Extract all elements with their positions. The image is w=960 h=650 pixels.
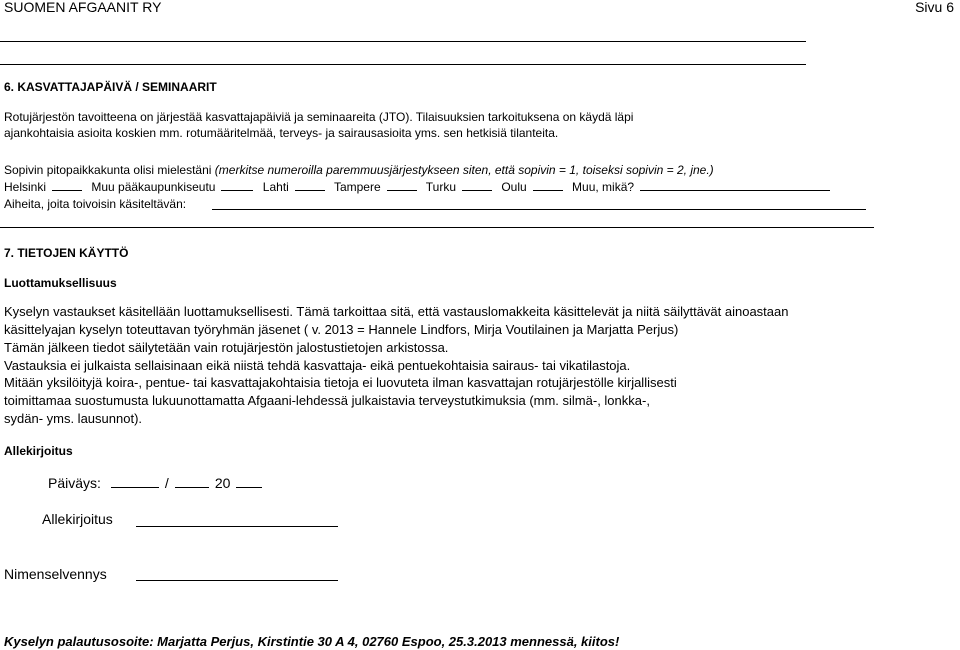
name-clarification-field[interactable] — [136, 580, 338, 581]
location-capital-region-field[interactable] — [221, 189, 253, 191]
divider-rule — [0, 227, 874, 228]
confidentiality-text: Kyselyn vastaukset käsitellään luottamuksellisesti. Tämä tarkoittaa sitä, että vastauslomakkeita käsittelevät ja niitä säilyttävät ainoastaan — [4, 304, 789, 319]
location-turku-field[interactable] — [462, 189, 492, 191]
section-6-text: Rotujärjestön tavoitteena on järjestää kasvattajapäiviä ja seminaareita (JTO). Tilaisuuksien tarkoituksena on käydä läpi — [4, 110, 634, 124]
location-lahti-field[interactable] — [295, 189, 325, 191]
date-row: Päiväys: / 20 — [48, 475, 268, 491]
location-lahti-label: Lahti — [262, 180, 289, 194]
location-oulu-field[interactable] — [533, 189, 563, 191]
location-other-field[interactable] — [640, 189, 830, 191]
location-oulu-label: Oulu — [501, 180, 527, 194]
return-address: Kyselyn palautusosoite: Marjatta Perjus, Kirstintie 30 A 4, 02760 Espoo, 25.3.2013 mennessä, kiitos! — [4, 634, 620, 649]
section-6-text: ajankohtaisia asioita koskien mm. rotumääritelmää, terveys- ja sairausasioita yms. sen hetkisiä tilanteita. — [4, 126, 559, 140]
signature-label: Allekirjoitus — [42, 511, 113, 527]
location-helsinki-field[interactable] — [52, 189, 82, 191]
header-title: SUOMEN AFGAANIT RY — [4, 0, 162, 15]
confidentiality-text: toimittamaa suostumusta lukuunottamatta Afgaani-lehdessä julkaistavia terveystutkimuksia (mm. silmä-, lonkka-, — [4, 393, 650, 408]
divider-rule — [0, 64, 806, 65]
location-turku-label: Turku — [425, 180, 456, 194]
section-7-subtitle: Luottamuksellisuus — [4, 276, 117, 290]
topics-label: Aiheita, joita toivoisin käsiteltävän: — [4, 197, 187, 211]
location-options — [4, 180, 836, 194]
confidentiality-text: Tämän jälkeen tiedot säilytetään vain rotujärjestön jalostustietojen arkistossa. — [4, 340, 449, 355]
confidentiality-text: sydän- yms. lausunnot). — [4, 411, 143, 426]
page-number: Sivu 6 — [915, 0, 954, 15]
section-6-title: 6. KASVATTAJAPÄIVÄ / SEMINAARIT — [4, 80, 217, 94]
location-tampere-field[interactable] — [387, 189, 417, 191]
name-clarification-label: Nimenselvennys — [4, 566, 107, 582]
section-7-title: 7. TIETOJEN KÄYTTÖ — [4, 246, 129, 260]
topics-field[interactable] — [212, 209, 866, 210]
divider-rule — [0, 41, 806, 42]
date-day-month-field[interactable] — [111, 486, 159, 488]
location-tampere-label: Tampere — [333, 180, 381, 194]
signature-title: Allekirjoitus — [4, 444, 73, 458]
confidentiality-text: Mitään yksilöityjä koira-, pentue- tai kasvattajakohtaisia tietoja ei luovuteta ilman kasvattajan rotujärjestölle kirjallisesti — [4, 375, 677, 390]
date-label: Päiväys: — [48, 475, 101, 491]
confidentiality-text: käsittelyajan kyselyn toteuttavan työryhmän jäsenet ( v. 2013 = Hannele Lindfors, Mirja Voutilainen ja Marjatta Perjus) — [4, 322, 679, 337]
location-question: Sopivin pitopaikkakunta olisi mielestäni (merkitse numeroilla paremmuusjärjestykseen siten, että sopivin = 1, toiseksi sopivin = 2, jne.) — [4, 163, 714, 177]
location-other-label: Muu, mikä? — [572, 180, 635, 194]
date-year-field[interactable] — [236, 486, 262, 488]
location-capital-region-label: Muu pääkaupunkiseutu — [91, 180, 216, 194]
location-helsinki-label: Helsinki — [4, 180, 47, 194]
signature-field[interactable] — [136, 526, 338, 527]
confidentiality-text: Vastauksia ei julkaista sellaisinaan eikä niistä tehdä kasvattaja- eikä pentuekohtaisia sairaus- tai vikatilastoja. — [4, 358, 631, 373]
date-month-field[interactable] — [175, 486, 209, 488]
